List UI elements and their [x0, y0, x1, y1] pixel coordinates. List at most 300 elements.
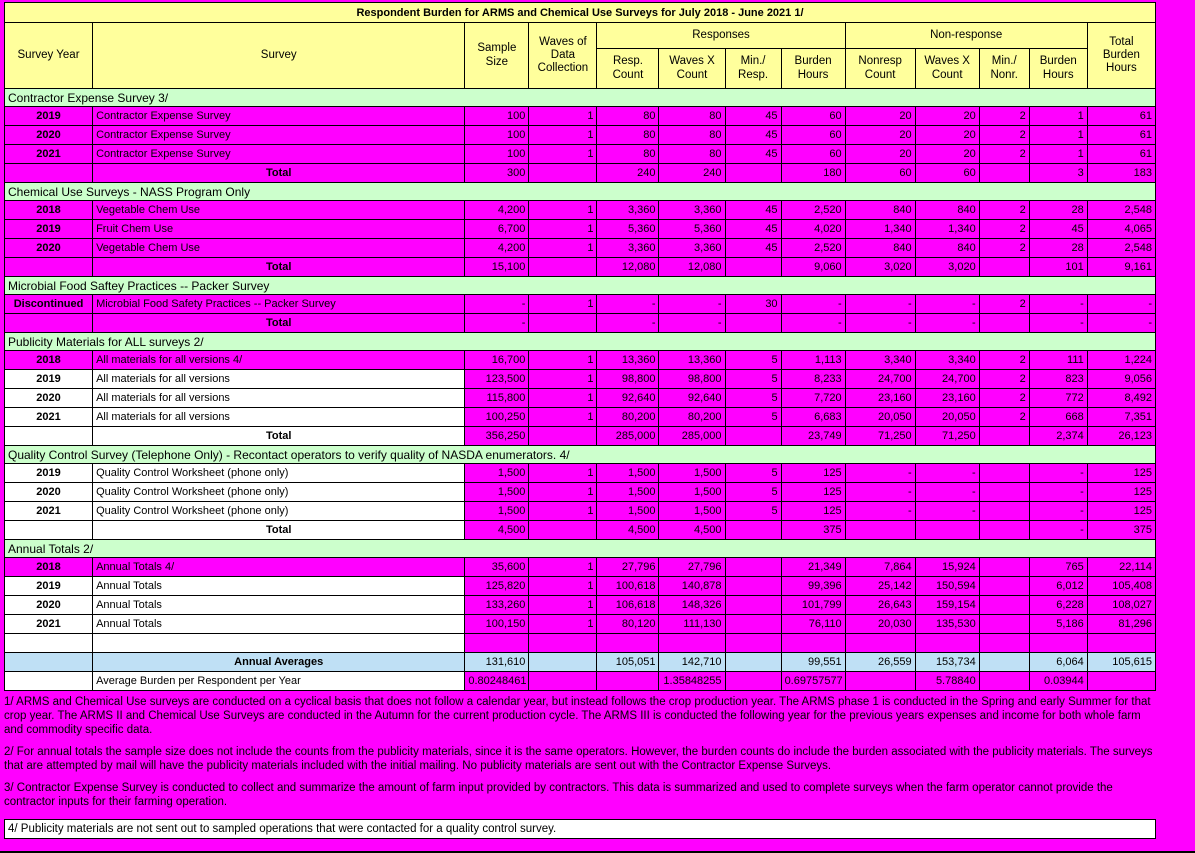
- value-cell: 15,924: [915, 558, 979, 577]
- value-cell: [979, 596, 1029, 615]
- value-cell: 0.80248461: [465, 672, 529, 691]
- value-cell: 27,796: [597, 558, 659, 577]
- value-cell: 5: [725, 370, 781, 389]
- value-cell: -: [659, 314, 725, 333]
- table-row: [5, 577, 1156, 596]
- table-row: [5, 483, 1156, 502]
- value-cell: 13,360: [659, 351, 725, 370]
- value-cell: 375: [781, 521, 845, 540]
- value-cell: 2,548: [1087, 201, 1155, 220]
- value-cell: [529, 427, 597, 446]
- value-cell: [529, 164, 597, 183]
- value-cell: 1,500: [597, 483, 659, 502]
- value-cell: 375: [1087, 521, 1155, 540]
- value-cell: [845, 672, 915, 691]
- table-row: [5, 389, 1156, 408]
- value-cell: 26,559: [845, 653, 915, 672]
- value-cell: 2: [979, 295, 1029, 314]
- value-cell: 8,492: [1087, 389, 1155, 408]
- value-cell: [979, 464, 1029, 483]
- value-cell: 1: [529, 239, 597, 258]
- value-cell: 159,154: [915, 596, 979, 615]
- value-cell: 98,800: [597, 370, 659, 389]
- value-cell: 60: [915, 164, 979, 183]
- value-cell: 668: [1029, 408, 1087, 427]
- value-cell: 60: [781, 126, 845, 145]
- survey-cell: Total: [93, 164, 465, 183]
- value-cell: [529, 258, 597, 277]
- value-cell: 1,500: [597, 502, 659, 521]
- value-cell: 125: [781, 483, 845, 502]
- burden-table: [4, 2, 1156, 691]
- survey-cell: Contractor Expense Survey: [93, 126, 465, 145]
- value-cell: 1: [529, 389, 597, 408]
- value-cell: 5,360: [597, 220, 659, 239]
- survey-cell: Total: [93, 258, 465, 277]
- value-cell: -: [1029, 483, 1087, 502]
- value-cell: -: [845, 295, 915, 314]
- value-cell: 99,551: [781, 653, 845, 672]
- table-row: [5, 201, 1156, 220]
- year-cell: 2018: [5, 558, 93, 577]
- value-cell: 840: [915, 201, 979, 220]
- value-cell: -: [781, 295, 845, 314]
- year-cell: 2018: [5, 351, 93, 370]
- value-cell: 0.03944: [1029, 672, 1087, 691]
- value-cell: 13,360: [597, 351, 659, 370]
- value-cell: [725, 672, 781, 691]
- value-cell: 71,250: [915, 427, 979, 446]
- value-cell: 4,200: [465, 239, 529, 258]
- col-header-nonresp-waves-x-count: Waves X Count: [915, 49, 979, 89]
- value-cell: 840: [845, 239, 915, 258]
- value-cell: [979, 314, 1029, 333]
- value-cell: [781, 634, 845, 653]
- survey-cell: Annual Totals: [93, 596, 465, 615]
- value-cell: 2,374: [1029, 427, 1087, 446]
- value-cell: 92,640: [597, 389, 659, 408]
- survey-cell: All materials for all versions: [93, 370, 465, 389]
- section-row: [5, 540, 1156, 558]
- survey-cell: Fruit Chem Use: [93, 220, 465, 239]
- section-header: Annual Totals 2/: [5, 540, 1156, 558]
- table-row: [5, 464, 1156, 483]
- value-cell: 99,396: [781, 577, 845, 596]
- value-cell: 123,500: [465, 370, 529, 389]
- value-cell: 26,643: [845, 596, 915, 615]
- value-cell: [979, 672, 1029, 691]
- value-cell: [529, 634, 597, 653]
- value-cell: 4,020: [781, 220, 845, 239]
- footnotes: [4, 695, 1156, 839]
- year-cell: 2019: [5, 107, 93, 126]
- year-cell: 2020: [5, 483, 93, 502]
- value-cell: 15,100: [465, 258, 529, 277]
- col-header-resp-burden-hours: Burden Hours: [781, 49, 845, 89]
- value-cell: 140,878: [659, 577, 725, 596]
- value-cell: 2,520: [781, 201, 845, 220]
- table-row: [5, 239, 1156, 258]
- value-cell: 9,161: [1087, 258, 1155, 277]
- survey-cell: All materials for all versions 4/: [93, 351, 465, 370]
- col-header-min-per-nonresp: Min./ Nonr.: [979, 49, 1029, 89]
- value-cell: 45: [725, 145, 781, 164]
- value-cell: 2: [979, 126, 1029, 145]
- value-cell: 4,200: [465, 201, 529, 220]
- section-row: [5, 446, 1156, 464]
- value-cell: 1,500: [659, 502, 725, 521]
- value-cell: 823: [1029, 370, 1087, 389]
- value-cell: 3,360: [659, 239, 725, 258]
- value-cell: -: [1029, 295, 1087, 314]
- value-cell: 2: [979, 107, 1029, 126]
- value-cell: 7,720: [781, 389, 845, 408]
- value-cell: -: [1029, 521, 1087, 540]
- total-row: [5, 314, 1156, 333]
- value-cell: [725, 258, 781, 277]
- year-cell: 2020: [5, 126, 93, 145]
- value-cell: 1: [529, 558, 597, 577]
- value-cell: 765: [1029, 558, 1087, 577]
- value-cell: 840: [845, 201, 915, 220]
- year-cell: [5, 634, 93, 653]
- survey-cell: All materials for all versions: [93, 408, 465, 427]
- value-cell: 2: [979, 389, 1029, 408]
- year-cell: 2019: [5, 220, 93, 239]
- value-cell: 115,800: [465, 389, 529, 408]
- value-cell: -: [1087, 314, 1155, 333]
- value-cell: 45: [725, 107, 781, 126]
- value-cell: 3,340: [845, 351, 915, 370]
- table-row: [5, 370, 1156, 389]
- value-cell: 105,051: [597, 653, 659, 672]
- value-cell: [1029, 634, 1087, 653]
- survey-cell: Total: [93, 521, 465, 540]
- value-cell: [725, 558, 781, 577]
- value-cell: 1: [529, 220, 597, 239]
- value-cell: 106,618: [597, 596, 659, 615]
- value-cell: [979, 427, 1029, 446]
- value-cell: 6,700: [465, 220, 529, 239]
- value-cell: 6,012: [1029, 577, 1087, 596]
- value-cell: 772: [1029, 389, 1087, 408]
- value-cell: -: [915, 314, 979, 333]
- value-cell: 23,749: [781, 427, 845, 446]
- value-cell: 1: [529, 502, 597, 521]
- value-cell: 28: [1029, 239, 1087, 258]
- value-cell: [529, 314, 597, 333]
- value-cell: 8,233: [781, 370, 845, 389]
- value-cell: -: [659, 295, 725, 314]
- value-cell: [725, 577, 781, 596]
- table-row: [5, 672, 1156, 691]
- value-cell: 0.69757577: [781, 672, 845, 691]
- value-cell: 9,060: [781, 258, 845, 277]
- value-cell: 2: [979, 351, 1029, 370]
- value-cell: 98,800: [659, 370, 725, 389]
- col-header-total-burden-hours: Total Burden Hours: [1087, 23, 1155, 89]
- year-cell: 2020: [5, 239, 93, 258]
- value-cell: 28: [1029, 201, 1087, 220]
- year-cell: 2019: [5, 464, 93, 483]
- value-cell: 125: [1087, 483, 1155, 502]
- value-cell: [979, 502, 1029, 521]
- value-cell: -: [915, 295, 979, 314]
- value-cell: 131,610: [465, 653, 529, 672]
- col-header-survey-year: Survey Year: [5, 23, 93, 89]
- value-cell: 3,360: [659, 201, 725, 220]
- value-cell: 100,618: [597, 577, 659, 596]
- survey-cell: Annual Totals 4/: [93, 558, 465, 577]
- col-header-survey: Survey: [93, 23, 465, 89]
- header-group-row: [5, 23, 1156, 49]
- value-cell: 60: [781, 107, 845, 126]
- value-cell: [529, 521, 597, 540]
- value-cell: -: [915, 502, 979, 521]
- value-cell: -: [1087, 295, 1155, 314]
- value-cell: 1,500: [465, 464, 529, 483]
- value-cell: 45: [725, 220, 781, 239]
- value-cell: -: [781, 314, 845, 333]
- value-cell: 20: [845, 145, 915, 164]
- value-cell: 80: [597, 107, 659, 126]
- value-cell: -: [845, 314, 915, 333]
- value-cell: 100: [465, 145, 529, 164]
- value-cell: 5.78840: [915, 672, 979, 691]
- survey-cell: Annual Averages: [93, 653, 465, 672]
- footnote-4: 4/ Publicity materials are not sent out to sampled operations that were contacted for a quality control survey.: [4, 819, 1156, 839]
- value-cell: -: [845, 502, 915, 521]
- value-cell: 1,340: [915, 220, 979, 239]
- value-cell: 2,548: [1087, 239, 1155, 258]
- value-cell: 5,360: [659, 220, 725, 239]
- value-cell: 4,500: [659, 521, 725, 540]
- table-row: [5, 502, 1156, 521]
- survey-cell: Annual Totals: [93, 577, 465, 596]
- value-cell: 27,796: [659, 558, 725, 577]
- table-row: [5, 295, 1156, 314]
- value-cell: 1,113: [781, 351, 845, 370]
- value-cell: 20: [915, 126, 979, 145]
- value-cell: [1087, 634, 1155, 653]
- value-cell: [529, 672, 597, 691]
- value-cell: [1087, 672, 1155, 691]
- value-cell: [725, 427, 781, 446]
- value-cell: -: [465, 314, 529, 333]
- value-cell: 101,799: [781, 596, 845, 615]
- year-cell: 2018: [5, 201, 93, 220]
- value-cell: 7,864: [845, 558, 915, 577]
- value-cell: 80: [597, 145, 659, 164]
- value-cell: [597, 634, 659, 653]
- value-cell: 2: [979, 220, 1029, 239]
- table-header: [5, 3, 1156, 89]
- value-cell: 80,120: [597, 615, 659, 634]
- value-cell: 21,349: [781, 558, 845, 577]
- total-row: [5, 521, 1156, 540]
- value-cell: 80: [597, 126, 659, 145]
- value-cell: [979, 577, 1029, 596]
- value-cell: 9,056: [1087, 370, 1155, 389]
- value-cell: 22,114: [1087, 558, 1155, 577]
- value-cell: 3,340: [915, 351, 979, 370]
- value-cell: [915, 634, 979, 653]
- value-cell: 1,500: [465, 502, 529, 521]
- value-cell: 180: [781, 164, 845, 183]
- value-cell: 7,351: [1087, 408, 1155, 427]
- total-row: [5, 258, 1156, 277]
- value-cell: 1: [529, 577, 597, 596]
- value-cell: 1,224: [1087, 351, 1155, 370]
- value-cell: 1: [1029, 126, 1087, 145]
- value-cell: 1: [529, 464, 597, 483]
- value-cell: 1: [529, 596, 597, 615]
- value-cell: 100: [465, 107, 529, 126]
- col-header-nonresp-burden-hours: Burden Hours: [1029, 49, 1087, 89]
- value-cell: -: [597, 314, 659, 333]
- value-cell: [979, 164, 1029, 183]
- footnote-3: 3/ Contractor Expense Survey is conducted to collect and summarize the amount of farm input provided by contractors. This data is summarized and used to complete surveys when the farm operator cannot provide the contractor inputs for their farming operation.: [4, 782, 1113, 809]
- section-row: [5, 183, 1156, 201]
- year-cell: [5, 314, 93, 333]
- value-cell: [725, 521, 781, 540]
- year-cell: 2021: [5, 615, 93, 634]
- value-cell: 5: [725, 408, 781, 427]
- value-cell: 23,160: [845, 389, 915, 408]
- year-cell: Discontinued: [5, 295, 93, 314]
- value-cell: 20,030: [845, 615, 915, 634]
- value-cell: 45: [725, 126, 781, 145]
- section-header: Quality Control Survey (Telephone Only) - Recontact operators to verify quality of NASDA enumerators. 4/: [5, 446, 1156, 464]
- value-cell: -: [1029, 502, 1087, 521]
- value-cell: -: [915, 483, 979, 502]
- value-cell: 3: [1029, 164, 1087, 183]
- value-cell: 24,700: [915, 370, 979, 389]
- value-cell: -: [915, 464, 979, 483]
- table-title: Respondent Burden for ARMS and Chemical Use Surveys for July 2018 - June 2021 1/: [5, 3, 1156, 23]
- value-cell: 4,500: [465, 521, 529, 540]
- value-cell: 5,186: [1029, 615, 1087, 634]
- value-cell: 5: [725, 502, 781, 521]
- section-header: Microbial Food Saftey Practices -- Packer Survey: [5, 277, 1156, 295]
- value-cell: 1: [529, 408, 597, 427]
- value-cell: 100: [465, 126, 529, 145]
- table-row: [5, 220, 1156, 239]
- value-cell: 3,360: [597, 201, 659, 220]
- col-header-waves-of-data-collection: Waves of Data Collection: [529, 23, 597, 89]
- value-cell: 2: [979, 239, 1029, 258]
- value-cell: 183: [1087, 164, 1155, 183]
- value-cell: 20: [845, 126, 915, 145]
- value-cell: 3,020: [845, 258, 915, 277]
- value-cell: 12,080: [597, 258, 659, 277]
- table-row: [5, 351, 1156, 370]
- value-cell: 1: [529, 483, 597, 502]
- value-cell: [465, 634, 529, 653]
- survey-cell: Quality Control Worksheet (phone only): [93, 464, 465, 483]
- value-cell: 20,050: [915, 408, 979, 427]
- value-cell: 1.35848255: [659, 672, 725, 691]
- col-header-resp-waves-x-count: Waves X Count: [659, 49, 725, 89]
- value-cell: 125: [1087, 464, 1155, 483]
- value-cell: 26,123: [1087, 427, 1155, 446]
- col-group-nonresponse: Non-response: [845, 23, 1087, 49]
- col-group-responses: Responses: [597, 23, 845, 49]
- survey-cell: Total: [93, 427, 465, 446]
- survey-cell: Vegetable Chem Use: [93, 239, 465, 258]
- value-cell: 61: [1087, 126, 1155, 145]
- value-cell: 61: [1087, 145, 1155, 164]
- value-cell: 142,710: [659, 653, 725, 672]
- year-cell: [5, 521, 93, 540]
- value-cell: 24,700: [845, 370, 915, 389]
- year-cell: 2021: [5, 502, 93, 521]
- value-cell: 125: [781, 502, 845, 521]
- value-cell: 285,000: [597, 427, 659, 446]
- value-cell: -: [1029, 464, 1087, 483]
- value-cell: 12,080: [659, 258, 725, 277]
- value-cell: 1: [529, 107, 597, 126]
- table-row: [5, 145, 1156, 164]
- value-cell: [529, 653, 597, 672]
- value-cell: 101: [1029, 258, 1087, 277]
- value-cell: [725, 615, 781, 634]
- value-cell: 5: [725, 389, 781, 408]
- footnote-1: 1/ ARMS and Chemical Use surveys are conducted on a cyclical basis that does not follow a calendar year, but instead follows the crop production year. The ARMS phase 1 is conducted in the Spring and early Summer for that crop year. The ARMS II and Chemical Use Surveys are conducted in the Autumn for the current production cycle. The ARMS III is conducted the following year for the previous years expenses and income for both whole farm and commodity specific data.: [4, 696, 1151, 737]
- value-cell: 135,530: [915, 615, 979, 634]
- value-cell: 356,250: [465, 427, 529, 446]
- value-cell: 2: [979, 145, 1029, 164]
- section-row: [5, 277, 1156, 295]
- col-header-sample-size: Sample Size: [465, 23, 529, 89]
- year-cell: [5, 653, 93, 672]
- value-cell: 20,050: [845, 408, 915, 427]
- value-cell: 23,160: [915, 389, 979, 408]
- total-row: [5, 427, 1156, 446]
- year-cell: 2020: [5, 389, 93, 408]
- survey-cell: Total: [93, 314, 465, 333]
- value-cell: 2: [979, 201, 1029, 220]
- value-cell: 240: [659, 164, 725, 183]
- value-cell: [725, 164, 781, 183]
- value-cell: 6,228: [1029, 596, 1087, 615]
- value-cell: [979, 653, 1029, 672]
- value-cell: 20: [915, 107, 979, 126]
- value-cell: 108,027: [1087, 596, 1155, 615]
- survey-cell: Annual Totals: [93, 615, 465, 634]
- value-cell: 92,640: [659, 389, 725, 408]
- table-row: [5, 107, 1156, 126]
- value-cell: [725, 596, 781, 615]
- year-cell: [5, 258, 93, 277]
- value-cell: -: [845, 483, 915, 502]
- footnote-2: 2/ For annual totals the sample size does not include the counts from the publicity materials, since it is the same operators. However, the burden counts do include the burden associated with the publicity materials. The surveys that are attempted by mail will have the publicity materials included with the initial mailing. No publicity materials are sent out with the Contractor Expense Surveys.: [4, 746, 1153, 773]
- value-cell: 125,820: [465, 577, 529, 596]
- value-cell: [979, 521, 1029, 540]
- value-cell: 3,020: [915, 258, 979, 277]
- value-cell: 1: [529, 201, 597, 220]
- survey-cell: Vegetable Chem Use: [93, 201, 465, 220]
- value-cell: [845, 521, 915, 540]
- value-cell: 80,200: [597, 408, 659, 427]
- value-cell: [597, 672, 659, 691]
- year-cell: [5, 427, 93, 446]
- value-cell: 1: [529, 351, 597, 370]
- value-cell: 1: [529, 295, 597, 314]
- table-row: [5, 126, 1156, 145]
- value-cell: 100,250: [465, 408, 529, 427]
- value-cell: 80: [659, 126, 725, 145]
